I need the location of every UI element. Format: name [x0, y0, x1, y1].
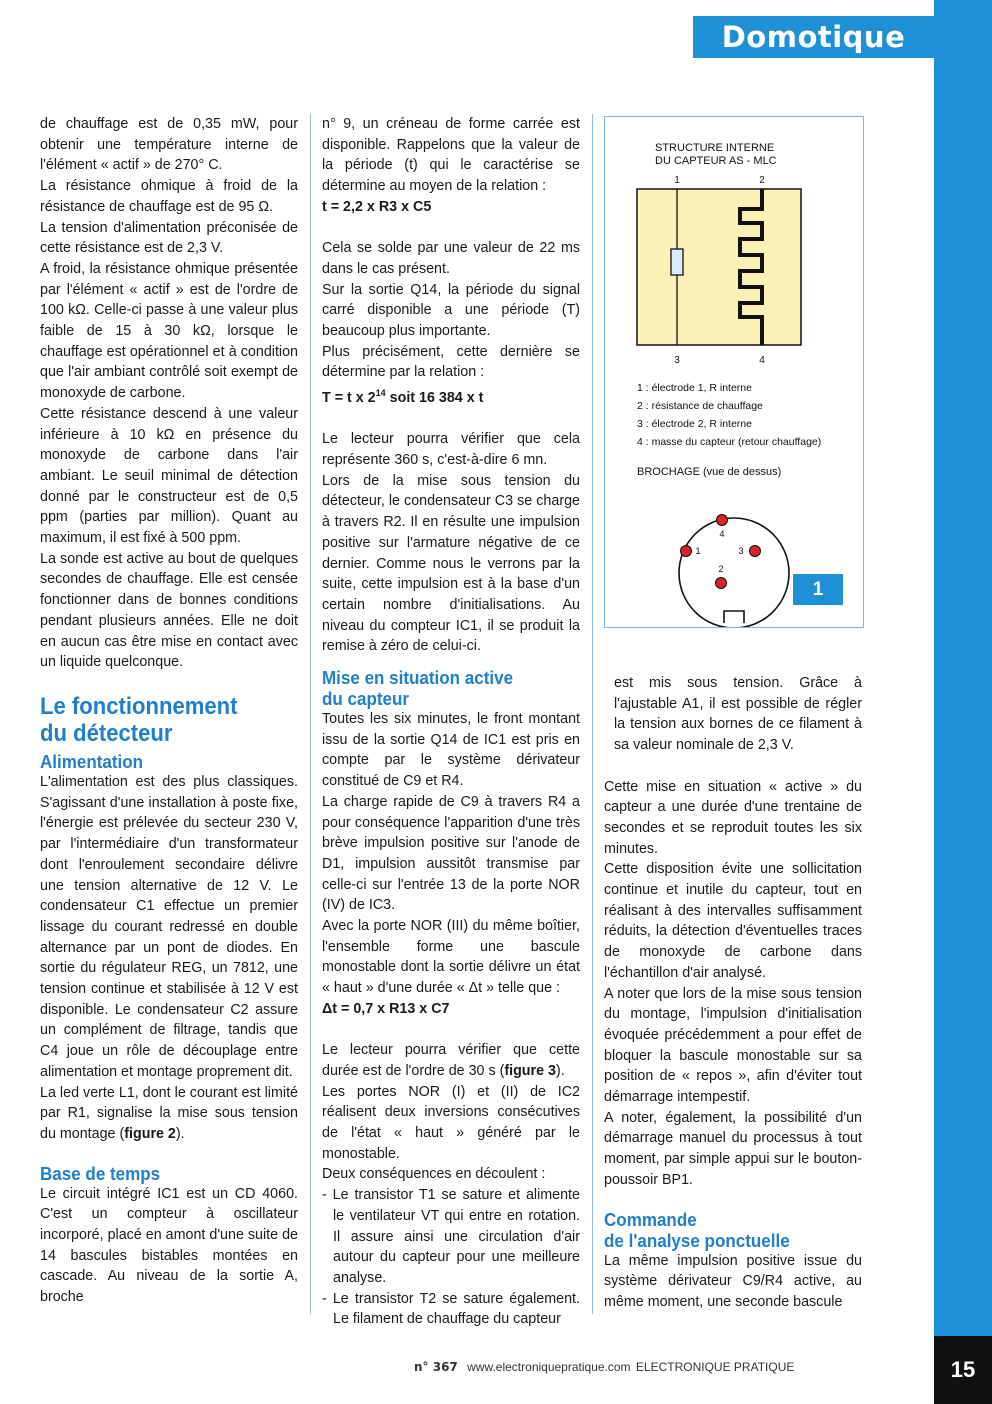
pin-label: 3 [674, 355, 680, 366]
subheading-commande: de l'analyse ponctuelle [604, 1229, 790, 1251]
paragraph: A froid, la résistance ohmique présentée par l'élément « actif » est de l'ordre de 100 kΩ. Celle-ci passe à une valeur plus faible de 15 à 30 kΩ, lorsque le chauffage est opérationnel et à condition que l'air ambiant contrôlé soit exempt de monoxyde de carbone. [40, 260, 298, 402]
formula: t = 2,2 x R3 x C5 [322, 198, 432, 215]
page-footer [414, 1360, 794, 1374]
figure-number-badge: 1 [793, 574, 843, 605]
paragraph: La sonde est active au bout de quelques secondes de chauffage. Elle est censée fonctionner dans de bonnes conditions pendant plusieurs années. Elle ne doit en aucun cas être mise en contact avec un liquide quelconque. [40, 550, 298, 671]
paragraph: L'alimentation est des plus classiques. S'agissant d'une installation à poste fixe, l'énergie est prélevée du secteur 230 V, par l'intermédiaire d'un transformateur dont l'enroulement secondaire délivre une tension alternative de 12 V. Le condensateur C1 effectue un premier lissage du courant redressé en double alternance par un pont de diodes. En sortie du régulateur REG, un 7812, une tension continue et stabilisée à 12 V est disponible. Le condensateur C2 assure un complément de filtrage, tandis que C4 joue un rôle de découplage entre alimentation et montage proprement dit. [40, 773, 298, 1080]
legend-item: 3 : électrode 2, R interne [637, 418, 752, 430]
paragraph: La tension d'alimentation préconisée de cette résistance est de 2,3 V. [40, 219, 298, 257]
pin-number: 4 [719, 529, 725, 539]
column-separator [310, 114, 311, 1314]
paragraph: Lors de la mise sous tension du détecteur, le condensateur C3 se charge à travers R2. Il en résulte une impulsion positive sur l'armature négative de ce dernier. Comme nous le verrons par la suite, cette impulsion est à la base d'un certain nombre d'initialisations. Au niveau du compteur IC1, il se produit la remise à zéro de celui-ci. [322, 472, 580, 655]
paragraph: A noter que lors de la mise sous tension du montage, l'impulsion d'initialisation évoquée précédemment a pour effet de bloquer la bascule monostable sur sa position de « repos », afin d'éviter tout démarrage intempestif. [604, 985, 862, 1106]
subheading-base-de-temps: Base de temps [40, 1162, 161, 1184]
pin-dot [716, 578, 727, 589]
text-column-2 [322, 114, 580, 1330]
brochage-label: BROCHAGE (vue de dessus) [637, 466, 782, 478]
figure-1 [604, 116, 864, 628]
footer-magazine: ELECTRONIQUE PRATIQUE [635, 1360, 795, 1374]
list-item: - Le transistor T2 se sature également. Le filament de chauffage du capteur [322, 1290, 580, 1328]
section-heading: du détecteur [40, 719, 173, 747]
legend-item: 4 : masse du capteur (retour chauffage) [637, 436, 822, 448]
figure-title: STRUCTURE INTERNE [655, 142, 775, 154]
paragraph: Le circuit intégré IC1 est un CD 4060. C'est un compteur à oscillateur incorporé, placé en amont d'une suite de 14 bascules bistables montées en cascade. Au niveau de la sortie A, broche [40, 1185, 298, 1306]
paragraph: est mis sous tension. Grâce à l'ajustable A1, il est possible de régler la tension aux bornes de ce filament à sa valeur nominale de 2,3 V. [614, 675, 862, 754]
list-item: - Le transistor T1 se sature et alimente le ventilateur VT qui entre en rotation. Il assure ainsi une circulation d'air autour du capteur pour une meilleure analyse. [322, 1187, 580, 1286]
paragraph: Cette disposition évite une sollicitation continue et inutile du capteur, tout en réalisant à des intervalles suffisamment réduits, la détection d'éventuelles traces de monoxyde de carbone dans l'échantillon d'air analysé. [604, 861, 862, 981]
paragraph: de chauffage est de 0,35 mW, pour obtenir une température interne de l'élément « actif » de 270° C. [40, 116, 298, 174]
pin-number: 3 [738, 546, 744, 556]
paragraph: n° 9, un créneau de forme carrée est disponible. Rappelons que la valeur de la période (t) qui le caractérise se détermine au moyen de la relation : [322, 116, 580, 195]
paragraph: Cela se solde par une valeur de 22 ms dans le cas présent. [322, 240, 580, 277]
subheading-alimentation: Alimentation [40, 750, 144, 772]
section-heading: Le fonctionnement [40, 692, 238, 720]
paragraph: Cette résistance descend à une valeur inférieure à 10 kΩ en présence du monoxyde de carbone dans l'air ambiant. Le seuil minimal de détection donné par le constructeur est de 0,5 ppm (parties par million). Quant au maximum, il est fixé à 500 ppm. [40, 405, 298, 547]
right-color-strip [934, 0, 992, 1404]
figure-reference: figure 3 [504, 1062, 556, 1079]
pin-label: 4 [759, 355, 765, 366]
page-number: 15 [934, 1336, 992, 1404]
paragraph: Deux conséquences en découlent : [322, 1166, 546, 1183]
paragraph: Avec la porte NOR (III) du même boîtier, l'ensemble forme une bascule monostable dont la sortie délivre un état « haut » d'une durée « Δt » telle que : [322, 918, 580, 997]
paragraph: Toutes les six minutes, le front montant issu de la sortie Q14 de IC1 est pris en compte par le système dérivateur constitué de C9 et R4. [322, 711, 580, 790]
paragraph: Cette mise en situation « active » du capteur a une durée d'une trentaine de secondes et se reproduit toutes les six minutes. [604, 778, 862, 857]
subheading-mise-en-situation: Mise en situation active [322, 667, 514, 689]
pin-number: 2 [718, 564, 724, 574]
paragraph: La charge rapide de C9 à travers R4 a pour conséquence l'apparition d'une très brève impulsion positive sur l'anode de D1, impulsion aussitôt transmise par celle-ci sur l'entrée 13 de la porte NOR (IV) de IC3. [322, 793, 580, 914]
paragraph: Les portes NOR (I) et (II) de IC2 réalisent deux inversions consécutives de l'état « haut » généré par le monostable. [322, 1083, 580, 1162]
issue-number: n° 367 [414, 1360, 458, 1374]
pin-label: 2 [759, 175, 765, 186]
paragraph: La même impulsion positive issue du système dérivateur C9/R4 active, au même moment, une seconde bascule [604, 1252, 862, 1310]
figure-legend [637, 379, 821, 451]
pin-dot [717, 515, 728, 526]
legend-item: 2 : résistance de chauffage [637, 400, 763, 412]
text-column-1 [40, 114, 298, 1308]
paragraph: Plus précisément, cette dernière se détermine par la relation : [322, 343, 580, 381]
formula: Δt = 0,7 x R13 x C7 [322, 1000, 450, 1017]
formula: T = t x $2^{14}$ soit 16 384 x t [322, 388, 484, 406]
pin-number: 1 [695, 546, 701, 556]
paragraph: Sur la sortie Q14, la période du signal carré disponible a une période (T) beaucoup plus importante. [322, 281, 580, 340]
paragraph: Le lecteur pourra vérifier que cela représente 360 s, c'est-à-dire 6 mn. [322, 431, 580, 468]
footer-url[interactable]: www.electroniquepratique.com [467, 1360, 631, 1374]
figure-reference: figure 2 [124, 1125, 176, 1142]
paragraph: La led verte L1, dont le courant est limité par R1, signalise la mise sous tension du montage (figure 2). [40, 1084, 298, 1142]
sensor-diagram [605, 117, 863, 627]
pin-dot [681, 546, 692, 557]
section-header-tab: Domotique [693, 16, 934, 58]
resistor-symbol [671, 249, 683, 275]
pin-label: 1 [674, 175, 680, 186]
sensor-body [637, 189, 801, 345]
paragraph: A noter, également, la possibilité d'un démarrage manuel du processus à tout moment, par simple appui sur le bouton-poussoir BP1. [604, 1109, 862, 1188]
column-separator [592, 114, 593, 1314]
legend-item: 1 : électrode 1, R interne [637, 382, 752, 394]
figure-title: DU CAPTEUR AS - MLC [655, 155, 777, 167]
paragraph: Le lecteur pourra vérifier que cette durée est de l'ordre de 30 s (figure 3). [322, 1042, 580, 1079]
pin-dot [750, 546, 761, 557]
subheading-commande: Commande [604, 1208, 697, 1230]
text-column-3 [604, 673, 862, 1313]
subheading-mise-en-situation: du capteur [322, 688, 410, 710]
paragraph: La résistance ohmique à froid de la résistance de chauffage est de 95 Ω. [40, 178, 298, 215]
